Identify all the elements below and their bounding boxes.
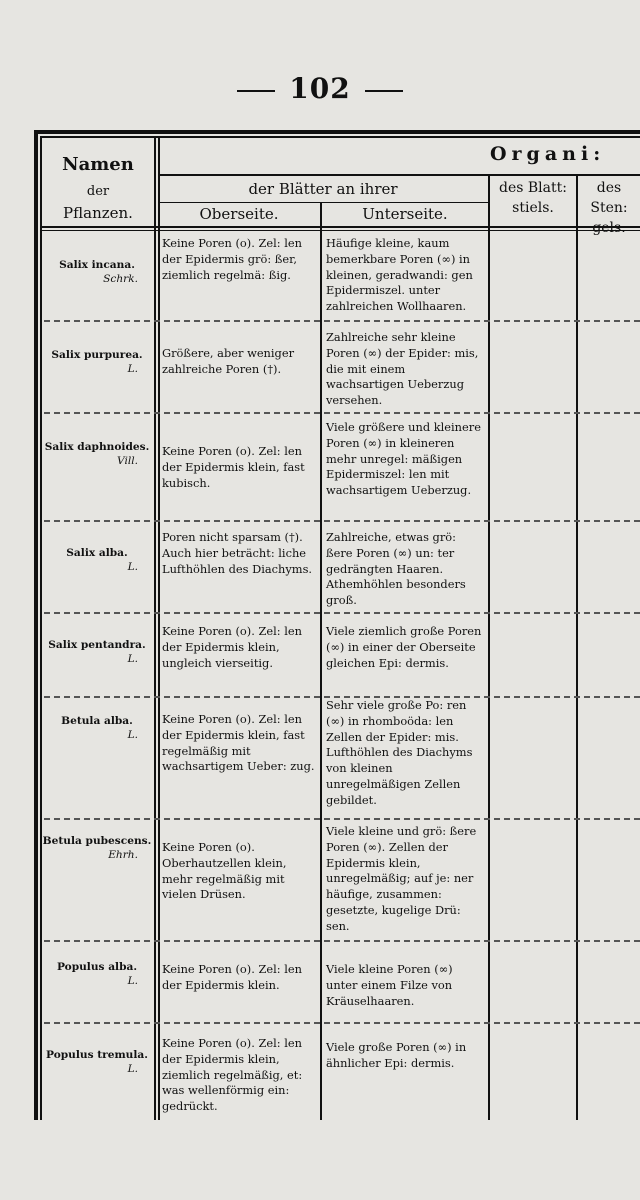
unterseite-cell: Viele größere und kleinere Poren (∞) in kleineren mehr unregel: mäßigen Epidermiszel: len mit wachsartigem Ueberzug. (326, 420, 481, 498)
unterseite-cell: Viele kleine und grö: ßere Poren (∞). Zellen der Epidermis klein, unregelmäßig; auf je: ner häufige, zusammen: gesetzte, kugelige Drü: sen. (326, 824, 477, 933)
col-rule-4 (576, 175, 578, 1120)
plant-author: L. (127, 363, 138, 375)
row-separator (44, 818, 640, 820)
unterseite-cell: Viele kleine Poren (∞) unter einem Filze von Kräuselhaaren. (326, 962, 453, 1008)
oberseite-cell: Keine Poren (o). Zel: len der Epidermis grö: ßer, ziemlich regelmä: ßig. (162, 236, 302, 282)
page-header (0, 72, 640, 105)
unterseite-cell: Zahlreiche, etwas grö: ßere Poren (∞) un: ter gedrängten Haaren. Athemhöhlen besonders groß. (326, 530, 466, 608)
plant-author: L. (127, 729, 138, 741)
header-blattstiel-line2: stiels. (512, 200, 554, 216)
header-stengel-line1: des Sten: (590, 180, 628, 216)
oberseite-cell: Poren nicht sparsam (†). Auch hier beträcht: liche Lufthöhlen des Diachyms. (162, 530, 313, 576)
table-top-rule (34, 130, 640, 134)
header-unterseite: Unterseite. (362, 205, 448, 223)
header-dash-right (365, 90, 403, 92)
row-separator (44, 612, 640, 614)
header-blaetter: der Blätter an ihrer (248, 180, 398, 198)
row-separator (44, 1022, 640, 1024)
plant-name (40, 546, 154, 574)
row-separator (44, 320, 640, 322)
col-rule-1b (158, 138, 160, 1120)
header-stengel-line2: gels. (592, 220, 626, 236)
plant-author: Ehrh. (108, 849, 138, 861)
plant-name (40, 638, 154, 666)
table-left-rule (34, 130, 38, 1120)
plant-name (40, 258, 154, 286)
table-top-inner-rule (40, 136, 640, 138)
plant-name (40, 714, 154, 742)
unterseite-cell: Zahlreiche sehr kleine Poren (∞) der Epider: mis, die mit einem wachsartigen Ueberzug versehen. (326, 330, 479, 408)
plant-name-text: Populus tremula. (46, 1049, 148, 1061)
oberseite-cell: Keine Poren (o). Oberhautzellen klein, mehr regelmäßig mit vielen Drüsen. (162, 840, 287, 902)
plant-name-text: Populus alba. (56, 961, 138, 973)
row-separator (44, 412, 640, 414)
header-bottom-rule (42, 226, 640, 228)
plant-name (40, 1048, 154, 1076)
plant-author: Vill. (117, 455, 138, 467)
oberseite-cell: Keine Poren (o). Zel: len der Epidermis klein, fast kubisch. (162, 444, 305, 490)
plant-name-text: Betula pubescens. (42, 835, 152, 847)
col-rule-3 (488, 175, 490, 1120)
plant-name-text: Salix daphnoides. (44, 441, 150, 453)
oberseite-cell: Keine Poren (o). Zel: len der Epidermis klein. (162, 962, 302, 992)
oberseite-cell: Größere, aber weniger zahlreiche Poren (†). (162, 346, 295, 376)
plant-name-text: Salix incana. (59, 259, 135, 271)
plant-author: Schrk. (103, 273, 138, 285)
header-dash-left (237, 90, 275, 92)
header-pflanzen: Pflanzen. (63, 204, 133, 222)
plant-name (40, 348, 154, 376)
plant-author: L. (127, 975, 138, 987)
plant-author: L. (127, 653, 138, 665)
oberseite-cell: Keine Poren (o). Zel: len der Epidermis klein, ungleich vierseitig. (162, 624, 302, 670)
row-separator (44, 940, 640, 942)
header-blattstiel-line1: des Blatt: (499, 180, 567, 196)
unterseite-cell: Viele ziemlich große Poren (∞) in einer der Oberseite gleichen Epi: dermis. (326, 624, 482, 670)
header-stengel (578, 178, 640, 238)
header-bottom-rule-2 (42, 230, 640, 231)
unterseite-cell: Häufige kleine, kaum bemerkbare Poren (∞) in kleinen, geradwandi: gen Epidermiszel. unter zahlreichen Wollhaaren. (326, 236, 473, 314)
plant-name (40, 834, 154, 862)
oberseite-cell: Keine Poren (o). Zel: len der Epidermis klein, ziemlich regelmäßig, et: was wellenförmig ein: gedrückt. (162, 1036, 303, 1114)
row-separator (44, 520, 640, 522)
plant-name-text: Salix alba. (66, 547, 128, 559)
plant-name-text: Salix pentandra. (48, 639, 146, 651)
header-rule-1 (158, 174, 640, 176)
plant-author: L. (127, 561, 138, 573)
header-namen: Namen (62, 154, 134, 175)
page-number: 102 (289, 72, 351, 105)
plant-name (40, 960, 154, 988)
plant-name-text: Betula alba. (61, 715, 133, 727)
header-organ: Organi: (490, 143, 606, 165)
header-der: der (86, 184, 110, 199)
plant-name-text: Salix purpurea. (51, 349, 143, 361)
plant-name (40, 440, 154, 468)
header-rule-2 (158, 202, 488, 203)
header-oberseite: Oberseite. (199, 205, 279, 223)
col-rule-1 (154, 138, 156, 1120)
plant-author: L. (127, 1063, 138, 1075)
col-rule-2 (320, 202, 322, 1120)
oberseite-cell: Keine Poren (o). Zel: len der Epidermis klein, fast regelmäßig mit wachsartigem Ueber: zug. (162, 712, 315, 774)
header-blattstiel (490, 178, 576, 218)
unterseite-cell: Sehr viele große Po: ren (∞) in rhomboöda: len Zellen der Epider: mis. Lufthöhlen des Diachyms von kleinen unregelmäßigen Zellen gebildet. (326, 698, 473, 807)
unterseite-cell: Viele große Poren (∞) in ähnlicher Epi: dermis. (326, 1040, 467, 1070)
